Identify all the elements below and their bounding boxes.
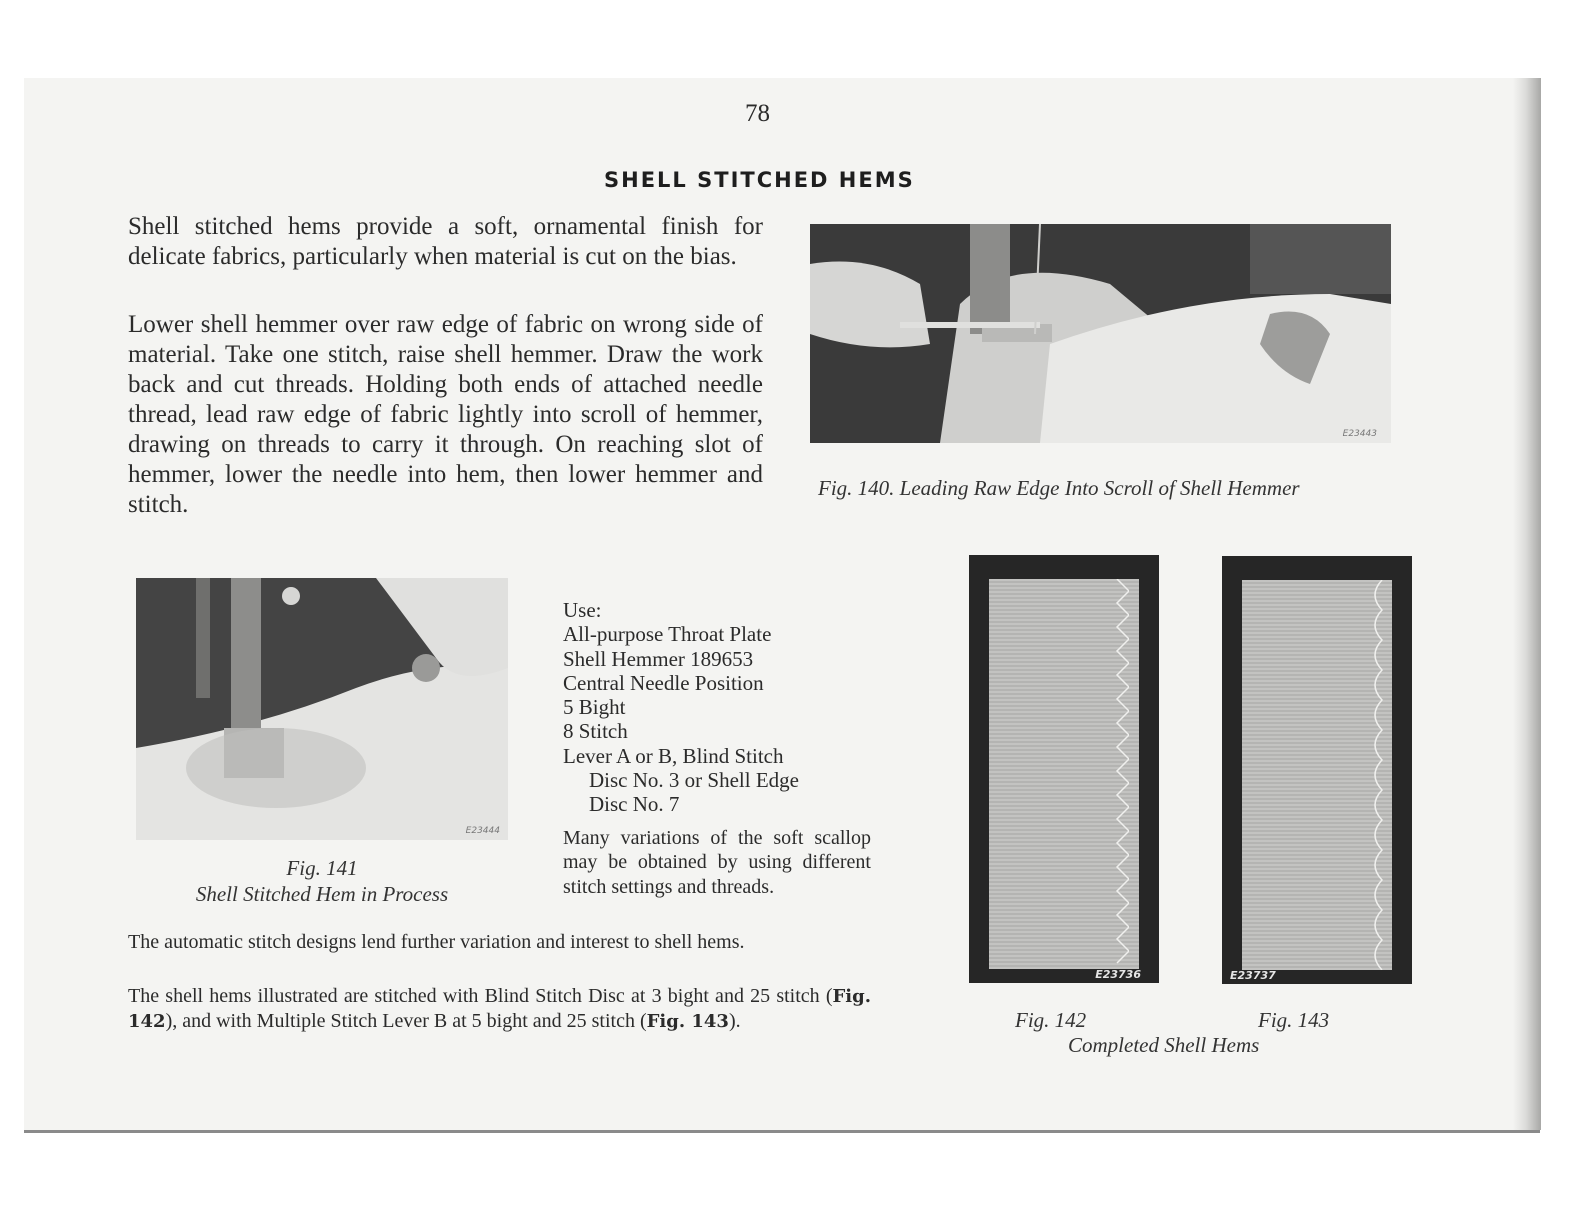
use-heading: Use:	[563, 598, 602, 622]
illustrated-text-b: ), and with Multiple Stitch Lever B at 5 bight and 25 stitch (	[165, 1010, 647, 1032]
automatic-designs-paragraph: The automatic stitch designs lend further variation and interest to shell hems.	[128, 931, 745, 953]
fig-143-photo	[1222, 556, 1412, 984]
fig-142-photo	[969, 555, 1159, 983]
illustrated-text-a: The shell hems illustrated are stitched with Blind Stitch Disc at 3 bight and 25 stitch (	[128, 985, 833, 1007]
fig-143-code: E23737	[1230, 969, 1276, 982]
fig-143-label: Fig. 143	[1258, 1008, 1330, 1032]
use-item: 8 Stitch	[563, 719, 628, 744]
fig-141-code: E23444	[465, 826, 500, 836]
use-item: Central Needle Position	[563, 670, 764, 695]
fig-141-caption: Shell Stitched Hem in Process	[195, 882, 449, 906]
instructions-paragraph: Lower shell hemmer over raw edge of fabric on wrong side of material. Take one stitch, raise shell hemmer. Draw the work back and cut threads. Holding both ends of attached needle thread, lead raw edge of fabric lightly into scroll of hemmer, drawing on threads to carry it through. On reaching slot of hemmer, lower the needle into hem, then lower hemmer and stitch.	[128, 311, 763, 518]
illustrated-paragraph	[128, 984, 871, 1034]
page-edge-shadow	[1513, 78, 1541, 1130]
fig-142-label: Fig. 142	[1015, 1008, 1087, 1032]
page-number: 78	[745, 100, 770, 127]
use-item: 5 Bight	[563, 695, 626, 720]
completed-hems-caption: Completed Shell Hems	[1068, 1033, 1260, 1057]
fig-140-caption: Fig. 140. Leading Raw Edge Into Scroll of Shell Hemmer	[818, 476, 1300, 500]
use-list	[563, 598, 883, 817]
section-heading: SHELL STITCHED HEMS	[604, 168, 915, 192]
use-item: All-purpose Throat Plate	[563, 622, 772, 647]
fig-140-photo	[810, 224, 1391, 443]
use-item: Shell Hemmer 189653	[563, 646, 754, 671]
use-item: Disc No. 7	[589, 792, 680, 817]
fig-141-caption-block	[136, 855, 508, 907]
fig-142-reference: Fig. 142	[128, 986, 871, 1032]
illustrated-text-c: ).	[728, 1010, 741, 1032]
intro-paragraph: Shell stitched hems provide a soft, ornamental finish for delicate fabrics, particularly when material is cut on the bias.	[128, 213, 763, 270]
use-item: Lever A or B, Blind Stitch	[563, 743, 784, 768]
fig-141-label: Fig. 141	[286, 856, 358, 880]
fig-143-reference: Fig. 143	[646, 1011, 729, 1032]
fig-140-code: E23443	[1342, 429, 1377, 439]
variations-note: Many variations of the soft scallop may be obtained by using different stitch settings and threads.	[563, 827, 871, 898]
use-item: Disc No. 3 or Shell Edge	[589, 768, 799, 793]
fig-142-code: E23736	[1095, 968, 1141, 981]
fig-141-photo	[136, 578, 508, 840]
